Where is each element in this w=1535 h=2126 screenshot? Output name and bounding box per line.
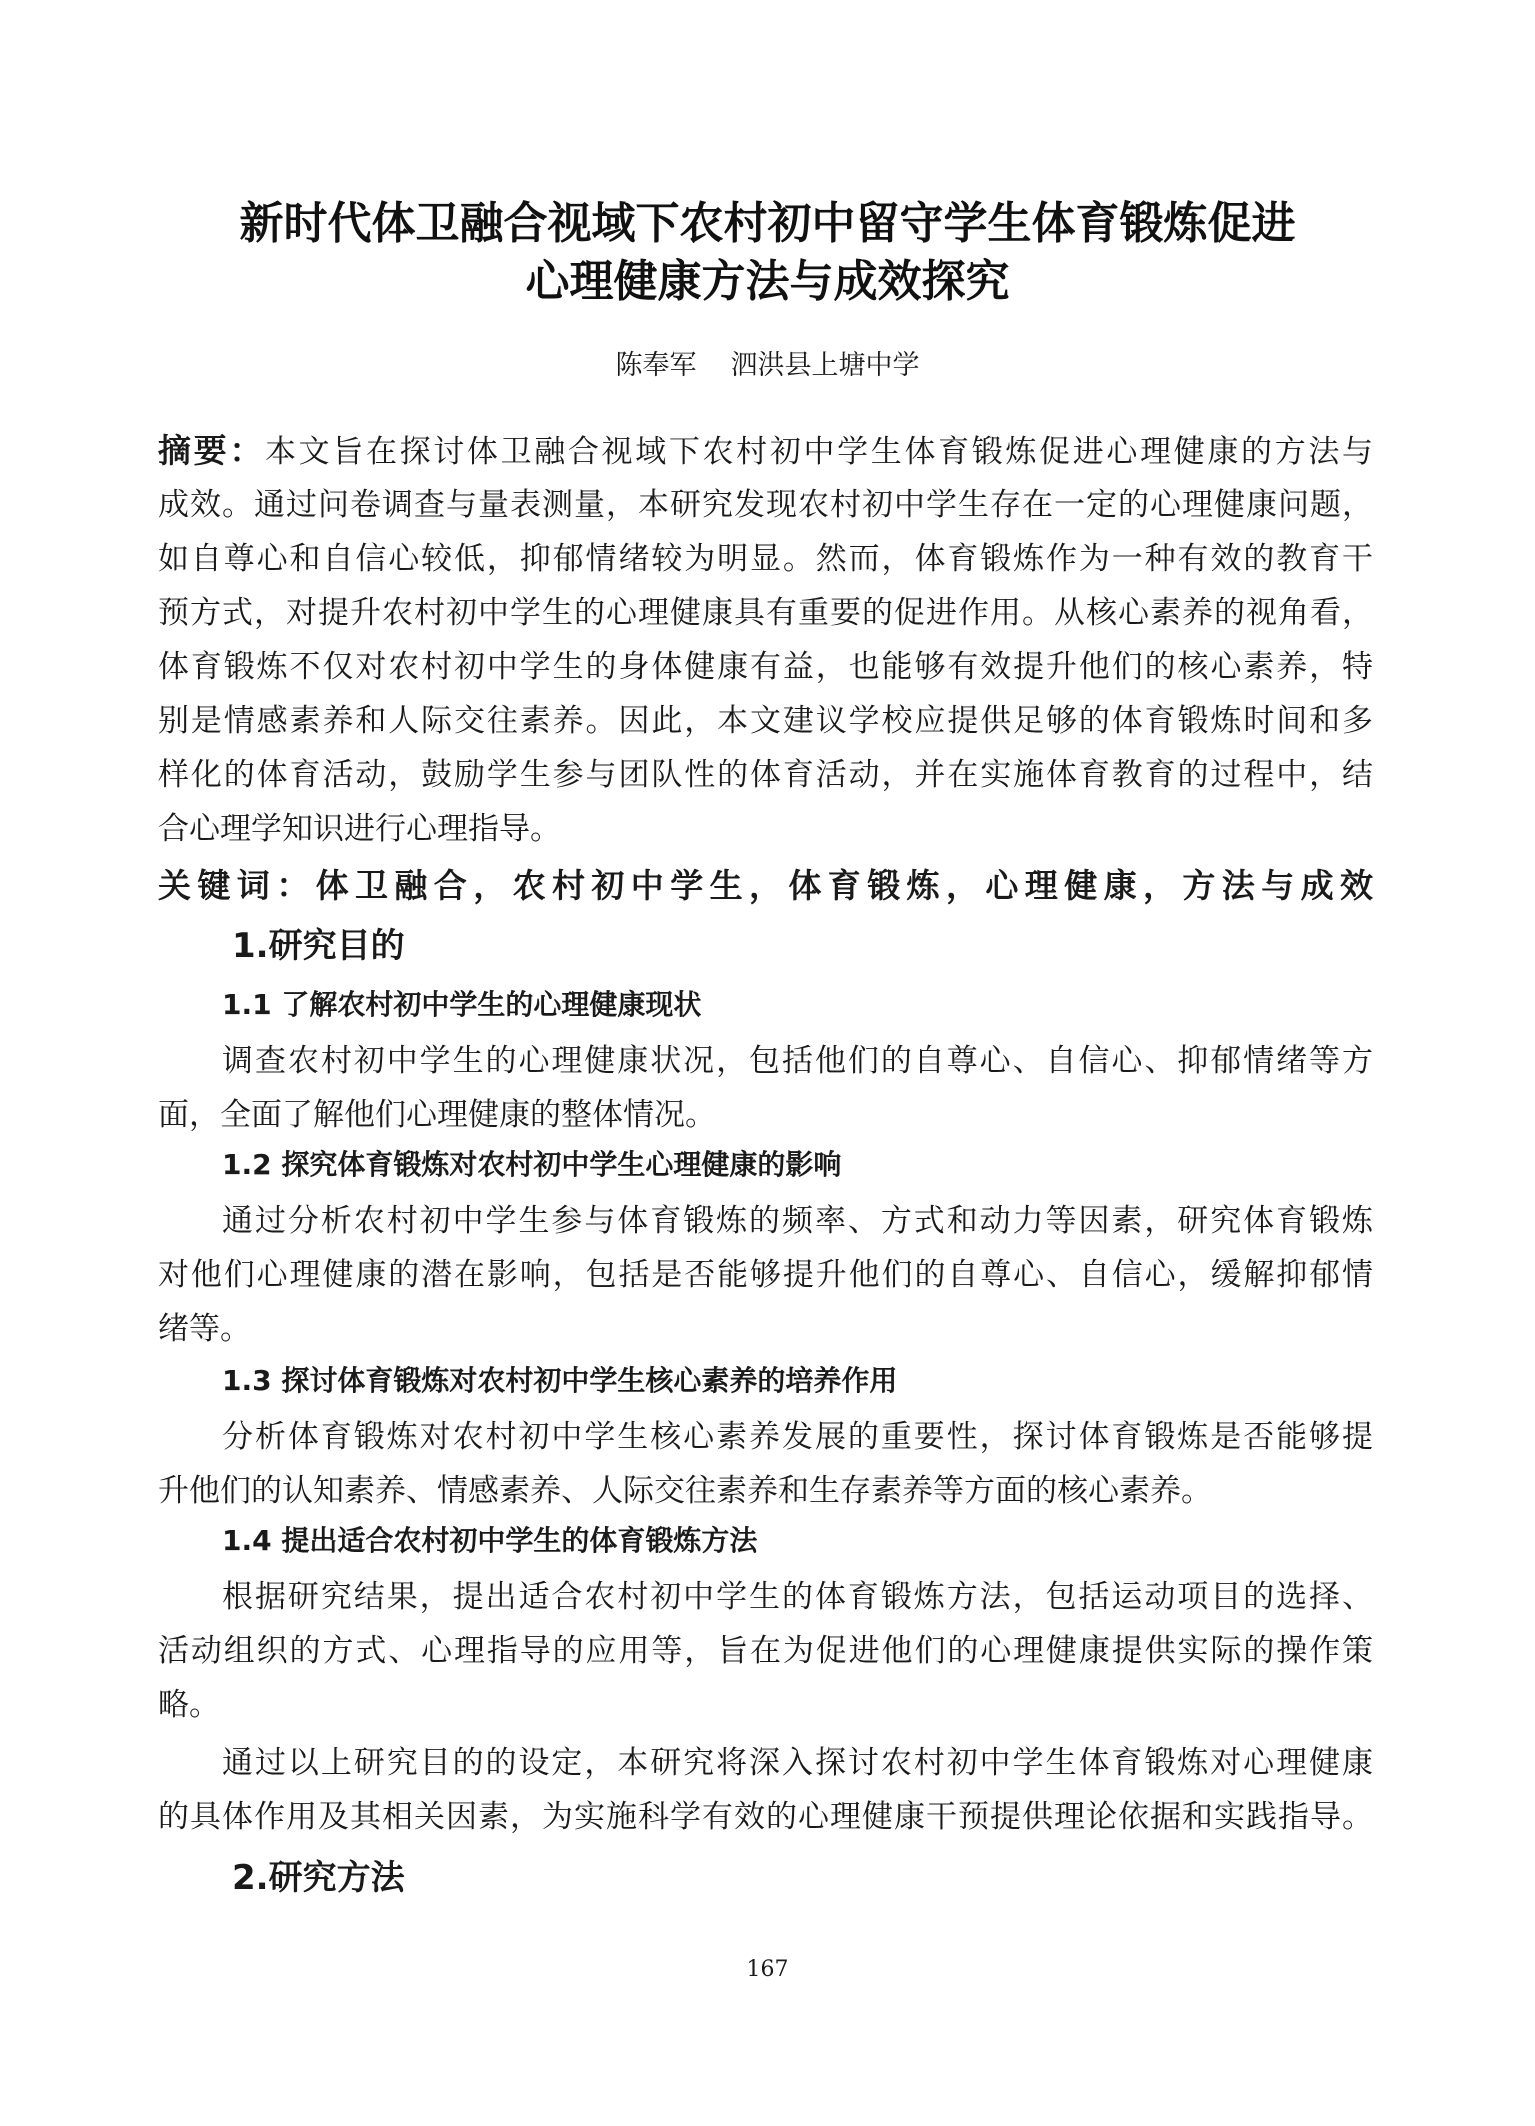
abstract-label: 摘要： bbox=[158, 431, 265, 470]
subsection-heading-1-3: 1.3 探讨体育锻炼对农村初中学生核心素养的培养作用 bbox=[222, 1364, 898, 1397]
author-affiliation: 泗洪县上塘中学 bbox=[730, 350, 920, 381]
abstract-line: 体育锻炼不仅对农村初中学生的身体健康有益，也能够有效提升他们的核心素养，特 bbox=[158, 649, 1373, 685]
paragraph-line: 分析体育锻炼对农村初中学生核心素养发展的重要性，探讨体育锻炼是否能够提 bbox=[222, 1419, 1373, 1455]
paragraph-line: 升他们的认知素养、情感素养、人际交往素养和生存素养等方面的核心素养。 bbox=[158, 1473, 1212, 1509]
abstract-line: 如自尊心和自信心较低，抑郁情绪较为明显。然而，体育锻炼作为一种有效的教育干 bbox=[158, 541, 1373, 577]
page-number: 167 bbox=[746, 1957, 789, 1982]
abstract-text: 本文旨在探讨体卫融合视域下农村初中学生体育锻炼促进心理健康的方法与 bbox=[264, 434, 1374, 470]
section-heading-2: 2.研究方法 bbox=[232, 1858, 405, 1898]
paper-title-line-2: 心理健康方法与成效探究 bbox=[525, 256, 1010, 307]
paragraph-line: 绪等。 bbox=[158, 1311, 251, 1347]
subsection-heading-1-2: 1.2 探究体育锻炼对农村初中学生心理健康的影响 bbox=[222, 1148, 842, 1181]
abstract-line bbox=[158, 430, 1373, 473]
paragraph-line: 通过以上研究目的的设定，本研究将深入探讨农村初中学生体育锻炼对心理健康 bbox=[222, 1745, 1373, 1781]
abstract-line: 预方式，对提升农村初中学生的心理健康具有重要的促进作用。从核心素养的视角看， bbox=[158, 595, 1373, 631]
paragraph-line: 活动组织的方式、心理指导的应用等，旨在为促进他们的心理健康提供实际的操作策 bbox=[158, 1633, 1373, 1669]
author-name: 陈奉军 bbox=[615, 350, 697, 381]
abstract-line: 样化的体育活动，鼓励学生参与团队性的体育活动，并在实施体育教育的过程中，结 bbox=[158, 757, 1373, 793]
author-line bbox=[140, 348, 1395, 384]
paragraph-line: 面，全面了解他们心理健康的整体情况。 bbox=[158, 1097, 716, 1133]
paragraph-line: 的具体作用及其相关因素，为实施科学有效的心理健康干预提供理论依据和实践指导。 bbox=[158, 1799, 1373, 1835]
paragraph-line: 略。 bbox=[158, 1687, 220, 1723]
subsection-heading-1-4: 1.4 提出适合农村初中学生的体育锻炼方法 bbox=[222, 1524, 758, 1557]
paragraph-line: 根据研究结果，提出适合农村初中学生的体育锻炼方法，包括运动项目的选择、 bbox=[222, 1579, 1373, 1615]
abstract-line: 别是情感素养和人际交往素养。因此，本文建议学校应提供足够的体育锻炼时间和多 bbox=[158, 703, 1373, 739]
abstract-line: 合心理学知识进行心理指导。 bbox=[158, 811, 561, 847]
paper-title-line-1: 新时代体卫融合视域下农村初中留守学生体育锻炼促进 bbox=[239, 198, 1296, 249]
subsection-heading-1-1: 1.1 了解农村初中学生的心理健康现状 bbox=[222, 988, 702, 1021]
paragraph-line: 通过分析农村初中学生参与体育锻炼的频率、方式和动力等因素，研究体育锻炼 bbox=[222, 1203, 1373, 1239]
abstract-line: 成效。通过问卷调查与量表测量，本研究发现农村初中学生存在一定的心理健康问题， bbox=[158, 487, 1373, 523]
paragraph-line: 对他们心理健康的潜在影响，包括是否能够提升他们的自尊心、自信心，缓解抑郁情 bbox=[158, 1257, 1373, 1293]
keywords: 关键词：体卫融合，农村初中学生，体育锻炼，心理健康，方法与成效 bbox=[158, 866, 1373, 905]
paragraph-line: 调查农村初中学生的心理健康状况，包括他们的自尊心、自信心、抑郁情绪等方 bbox=[222, 1043, 1373, 1079]
section-heading-1: 1.研究目的 bbox=[232, 926, 405, 966]
